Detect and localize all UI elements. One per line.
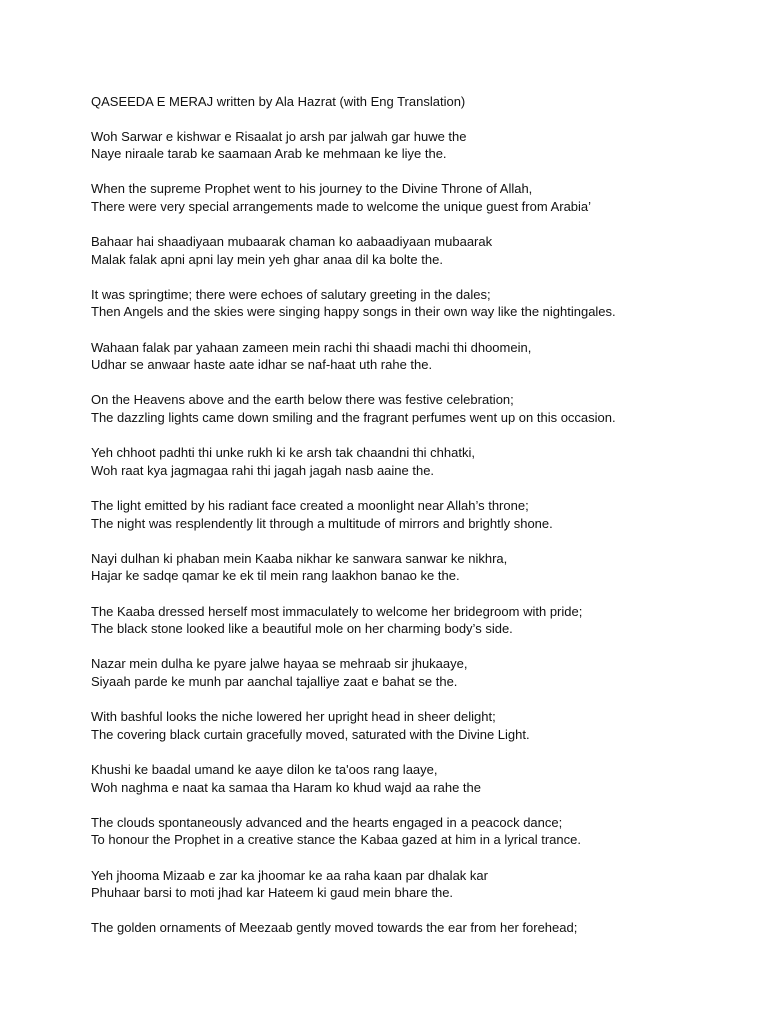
stanza xyxy=(91,339,751,374)
poem-line: Siyaah parde ke munh par aanchal tajalliye zaat e bahat se the. xyxy=(91,673,458,689)
poem-line: Bahaar hai shaadiyaan mubaarak chaman ko aabaadiyaan mubaarak xyxy=(91,234,493,250)
stanza xyxy=(91,814,751,849)
poem-line: Wahaan falak par yahaan zameen mein rachi thi shaadi machi thi dhoomein, xyxy=(91,339,532,355)
stanza xyxy=(91,497,751,532)
stanza xyxy=(91,128,751,163)
poem-line: The night was resplendently lit through a multitude of mirrors and brightly shone. xyxy=(91,515,553,531)
poem-line: The dazzling lights came down smiling and the fragrant perfumes went up on this occasion. xyxy=(91,409,616,425)
poem-line: Yeh chhoot padhti thi unke rukh ki ke arsh tak chaandni thi chhatki, xyxy=(91,445,475,461)
stanza xyxy=(91,761,751,796)
stanza xyxy=(91,867,751,902)
poem-line: Hajar ke sadqe qamar ke ek til mein rang laakhon banao ke the. xyxy=(91,568,460,584)
poem-line: When the supreme Prophet went to his journey to the Divine Throne of Allah, xyxy=(91,181,533,197)
poem-line: Udhar se anwaar haste aate idhar se naf-haat uth rahe the. xyxy=(91,357,433,373)
stanza xyxy=(91,655,751,690)
poem-line: Woh naghma e naat ka samaa tha Haram ko khud wajd aa rahe the xyxy=(91,779,481,795)
stanza xyxy=(91,180,751,215)
stanza xyxy=(91,286,751,321)
stanza xyxy=(91,603,751,638)
stanza xyxy=(91,233,751,268)
poem-line: The light emitted by his radiant face created a moonlight near Allah’s throne; xyxy=(91,498,529,514)
document-title: QASEEDA E MERAJ written by Ala Hazrat (with Eng Translation) xyxy=(91,94,466,109)
poem-line: The black stone looked like a beautiful mole on her charming body’s side. xyxy=(91,621,513,637)
poem-line: It was springtime; there were echoes of salutary greeting in the dales; xyxy=(91,286,491,302)
poem-line: There were very special arrangements made to welcome the unique guest from Arabia’ xyxy=(91,198,592,214)
poem-line: Nayi dulhan ki phaban mein Kaaba nikhar ke sanwara sanwar ke nikhra, xyxy=(91,550,508,566)
poem-line: Woh raat kya jagmagaa rahi thi jagah jagah nasb aaine the. xyxy=(91,462,435,478)
poem-line: The golden ornaments of Meezaab gently moved towards the ear from her forehead; xyxy=(91,920,578,936)
poem-line: Then Angels and the skies were singing happy songs in their own way like the nightingales. xyxy=(91,304,616,320)
poem-line: The clouds spontaneously advanced and the hearts engaged in a peacock dance; xyxy=(91,814,563,830)
poem-line: Naye niraale tarab ke saamaan Arab ke mehmaan ke liye the. xyxy=(91,146,447,161)
poem-line: With bashful looks the niche lowered her upright head in sheer delight; xyxy=(91,709,496,725)
poem-line: Malak falak apni apni lay mein yeh ghar anaa dil ka bolte the. xyxy=(91,251,443,267)
poem-line: The Kaaba dressed herself most immaculately to welcome her bridegroom with pride; xyxy=(91,603,583,619)
document-page xyxy=(91,93,751,955)
stanza xyxy=(91,708,751,743)
poem-body xyxy=(91,128,751,937)
poem-line: Khushi ke baadal umand ke aaye dilon ke ta'oos rang laaye, xyxy=(91,762,438,778)
stanza xyxy=(91,919,751,937)
poem-line: Phuhaar barsi to moti jhad kar Hateem ki gaud mein bhare the. xyxy=(91,885,454,901)
stanza xyxy=(91,444,751,479)
poem-line: Nazar mein dulha ke pyare jalwe hayaa se mehraab sir jhukaaye, xyxy=(91,656,468,672)
poem-line: Yeh jhooma Mizaab e zar ka jhoomar ke aa raha kaan par dhalak kar xyxy=(91,867,488,883)
poem-line: To honour the Prophet in a creative stance the Kabaa gazed at him in a lyrical trance. xyxy=(91,832,581,848)
stanza xyxy=(91,391,751,426)
stanza xyxy=(91,550,751,585)
poem-line: On the Heavens above and the earth below there was festive celebration; xyxy=(91,392,514,408)
poem-line: Woh Sarwar e kishwar e Risaalat jo arsh par jalwah gar huwe the xyxy=(91,128,467,144)
poem-line: The covering black curtain gracefully moved, saturated with the Divine Light. xyxy=(91,726,530,742)
